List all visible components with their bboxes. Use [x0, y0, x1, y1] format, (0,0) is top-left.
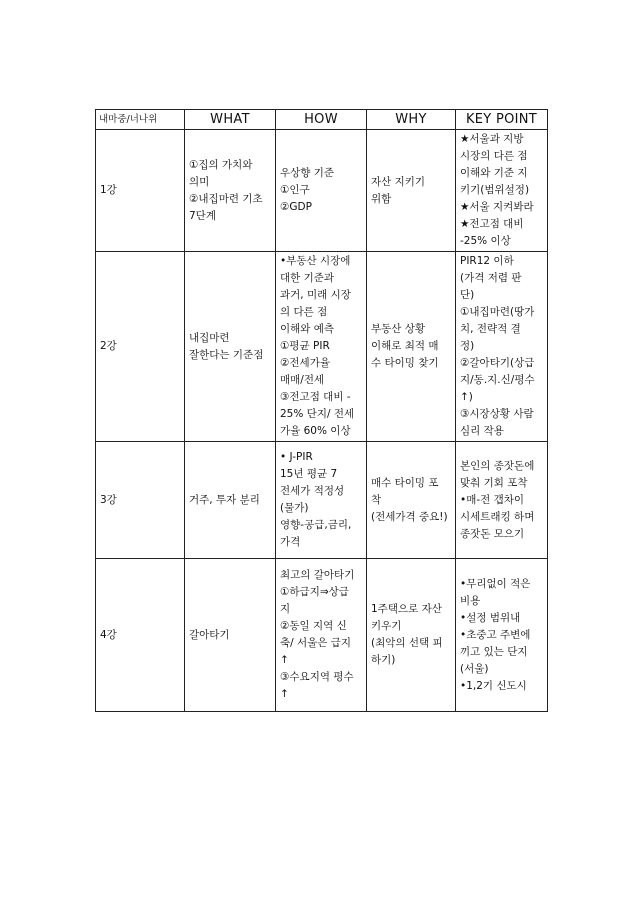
- cell-line: ②전세가율: [280, 357, 330, 369]
- cell-line: 하기): [371, 654, 396, 666]
- why-cell: [367, 130, 456, 252]
- cell-lines: [460, 253, 543, 440]
- cell-line: 위함: [371, 192, 392, 205]
- cell-line: •설정 범위내: [460, 611, 521, 624]
- cell-line: 의 다른 점: [280, 306, 328, 318]
- cell-lines: [189, 492, 271, 509]
- cell-line: 이해와 기준 지: [460, 167, 528, 179]
- key-point-cell: [456, 559, 548, 712]
- lecture-cell: 2강: [96, 252, 185, 442]
- key-point-cell: [456, 252, 548, 442]
- cell-line: 단): [460, 289, 475, 301]
- key-point-cell: [456, 130, 548, 252]
- cell-line: 정): [460, 340, 475, 352]
- header-row: [96, 110, 548, 130]
- cell-line: 맞춰 기회 포착: [460, 476, 528, 489]
- cell-lines: [460, 576, 543, 695]
- cell-line: 25% 단지/ 전세: [280, 408, 355, 420]
- cell-line: 매매/전세: [280, 374, 325, 386]
- cell-line: 수 타이밍 찾기: [371, 357, 439, 369]
- how-cell: [276, 442, 367, 559]
- cell-lines: [460, 131, 543, 250]
- cell-line: ①하급지⇒상급: [280, 586, 349, 598]
- cell-line: ↑: [280, 688, 289, 700]
- cell-line: 영향-공급,금리,: [280, 519, 352, 531]
- key-point-cell: [456, 442, 548, 559]
- table-row: [96, 559, 548, 712]
- cell-lines: [280, 567, 362, 703]
- cell-line: •초중고 주변에: [460, 628, 531, 641]
- table-row: [96, 442, 548, 559]
- cell-line: 부동산 상황: [371, 323, 426, 335]
- what-cell: [185, 252, 276, 442]
- cell-line: 거주, 투자 분리: [189, 493, 260, 506]
- cell-line: 이해와 예측: [280, 323, 335, 335]
- how-cell: [276, 130, 367, 252]
- cell-lines: [189, 330, 271, 364]
- cell-line: ★서울 지켜봐라: [460, 201, 534, 213]
- cell-line: • J-PIR: [280, 451, 313, 463]
- cell-line: 시세트래킹 하며: [460, 510, 535, 523]
- cell-line: ★전고점 대비: [460, 218, 524, 230]
- cell-line: 자산 지키기: [371, 175, 426, 188]
- cell-line: (서울): [460, 662, 489, 675]
- cell-lines: [280, 165, 362, 216]
- cell-lines: [460, 458, 543, 543]
- cell-line: 15년 평균 7: [280, 468, 338, 480]
- cell-line: ①인구: [280, 184, 310, 196]
- header-how: HOW: [276, 110, 367, 130]
- cell-line: 잘한다는 기준점: [189, 348, 264, 361]
- cell-line: 지/동.지.신/평수: [460, 374, 535, 386]
- cell-line: PIR12 이하: [460, 255, 514, 267]
- cell-line: 착: [371, 493, 382, 506]
- cell-line: 갈아타기: [189, 628, 230, 641]
- cell-line: 이해로 최적 매: [371, 340, 439, 352]
- cell-lines: [280, 253, 362, 440]
- header-lecturer: 내마중/너나위: [96, 110, 185, 130]
- cell-lines: [189, 627, 271, 644]
- cell-line: 대한 기준과: [280, 272, 335, 284]
- cell-line: •무리없이 적은: [460, 577, 531, 590]
- cell-line: 종잣돈 모으기: [460, 527, 525, 540]
- cell-line: ③시장상황 사람: [460, 408, 534, 420]
- cell-line: ②내집마련 기초: [189, 192, 263, 205]
- cell-line: 본인의 종잣돈에: [460, 459, 535, 472]
- cell-lines: [371, 174, 451, 208]
- how-cell: [276, 559, 367, 712]
- cell-line: 1주택으로 자산: [371, 603, 442, 615]
- cell-line: 비용: [460, 594, 481, 607]
- cell-line: 최고의 갈아타기: [280, 569, 355, 581]
- cell-line: ②갈아타기(상급: [460, 357, 535, 369]
- cell-line: 가격: [280, 536, 301, 548]
- cell-line: ①내집마련(땅가: [460, 306, 535, 318]
- cell-line: ↑): [460, 391, 473, 403]
- lecture-cell: 3강: [96, 442, 185, 559]
- cell-line: 심리 작용: [460, 425, 504, 437]
- cell-line: -25% 이상: [460, 235, 511, 247]
- cell-line: (전세가격 중요!): [371, 510, 448, 523]
- cell-lines: [280, 449, 362, 551]
- cell-line: 키우기: [371, 620, 402, 632]
- cell-line: ↑: [280, 654, 289, 666]
- what-cell: [185, 559, 276, 712]
- cell-line: 키기(범위설정): [460, 184, 530, 196]
- what-cell: [185, 442, 276, 559]
- cell-line: 지: [280, 603, 291, 615]
- cell-line: ③수요지역 평수: [280, 671, 354, 683]
- cell-line: (가격 저렴 판: [460, 272, 522, 284]
- cell-line: 매수 타이밍 포: [371, 476, 439, 489]
- table-row: [96, 252, 548, 442]
- cell-line: 전세가 적정성: [280, 485, 345, 497]
- header-what: WHAT: [185, 110, 276, 130]
- cell-line: ①평균 PIR: [280, 340, 330, 352]
- cell-line: •1,2기 신도시: [460, 679, 527, 692]
- cell-line: (최악의 선택 피: [371, 637, 443, 649]
- header-why: WHY: [367, 110, 456, 130]
- cell-lines: [371, 601, 451, 669]
- table-row: [96, 130, 548, 252]
- lecture-summary-table: [95, 109, 548, 712]
- cell-line: 우상향 기준: [280, 167, 335, 179]
- cell-line: 7단계: [189, 209, 216, 222]
- cell-lines: [189, 157, 271, 225]
- cell-line: 가율 60% 이상: [280, 425, 351, 437]
- cell-line: ①집의 가치와: [189, 158, 253, 171]
- lecture-cell: 4강: [96, 559, 185, 712]
- cell-line: •부동산 시장에: [280, 255, 351, 267]
- cell-line: ③전고점 대비 -: [280, 391, 351, 403]
- cell-line: ★서울과 지방: [460, 133, 524, 145]
- why-cell: [367, 559, 456, 712]
- header-key-point: KEY POINT: [456, 110, 548, 130]
- cell-line: ②GDP: [280, 201, 312, 213]
- why-cell: [367, 252, 456, 442]
- cell-line: 끼고 있는 단지: [460, 645, 528, 658]
- cell-line: 내집마련: [189, 331, 230, 344]
- cell-line: •매-전 갭차이: [460, 493, 525, 506]
- cell-line: 축/ 서울은 급지: [280, 637, 352, 649]
- cell-line: 치, 전략적 결: [460, 323, 521, 335]
- what-cell: [185, 130, 276, 252]
- cell-lines: [371, 321, 451, 372]
- lecture-cell: 1강: [96, 130, 185, 252]
- cell-line: 과거, 미래 시장: [280, 289, 351, 301]
- cell-lines: [371, 475, 451, 526]
- cell-line: 의미: [189, 175, 210, 188]
- how-cell: [276, 252, 367, 442]
- why-cell: [367, 442, 456, 559]
- cell-line: (물가): [280, 502, 309, 514]
- cell-line: 시장의 다른 점: [460, 150, 528, 162]
- cell-line: ②동일 지역 신: [280, 620, 347, 632]
